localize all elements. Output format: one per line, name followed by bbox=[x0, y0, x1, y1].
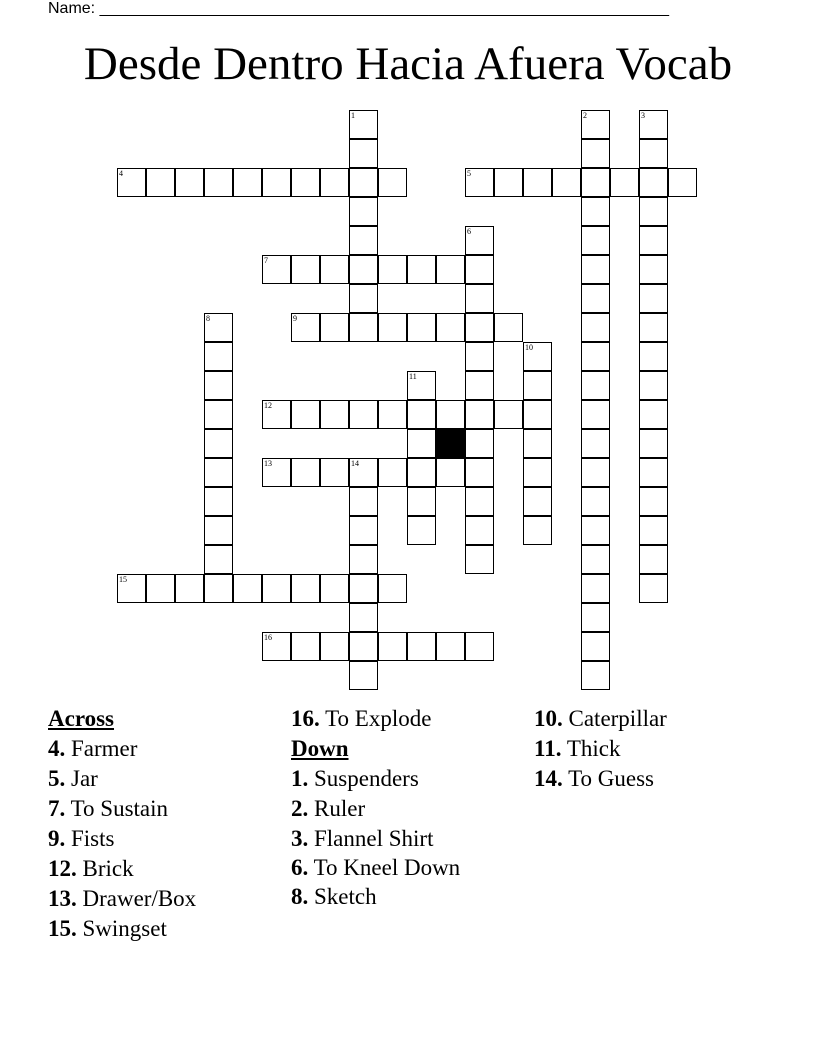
grid-cell[interactable] bbox=[552, 168, 581, 197]
grid-cell[interactable] bbox=[146, 168, 175, 197]
grid-cell[interactable] bbox=[320, 313, 349, 342]
grid-cell[interactable] bbox=[639, 197, 668, 226]
grid-cell[interactable] bbox=[465, 342, 494, 371]
grid-cell[interactable] bbox=[349, 632, 378, 661]
grid-cell[interactable] bbox=[436, 313, 465, 342]
grid-cell[interactable] bbox=[581, 197, 610, 226]
grid-cell[interactable] bbox=[436, 255, 465, 284]
across-heading: Across bbox=[48, 706, 115, 731]
grid-cell[interactable] bbox=[349, 574, 378, 603]
grid-cell[interactable] bbox=[639, 139, 668, 168]
clue-down-1: 1. Suspenders bbox=[291, 766, 419, 791]
grid-cell[interactable] bbox=[378, 255, 407, 284]
grid-cell[interactable] bbox=[465, 284, 494, 313]
clue-down-6: 6. To Kneel Down bbox=[291, 855, 461, 880]
grid-cell[interactable] bbox=[204, 545, 233, 574]
grid-cell[interactable] bbox=[291, 400, 320, 429]
grid-cell[interactable] bbox=[639, 574, 668, 603]
grid-cell[interactable] bbox=[291, 632, 320, 661]
grid-cell[interactable] bbox=[291, 313, 320, 342]
grid-cell[interactable] bbox=[262, 458, 291, 487]
grid-cell[interactable] bbox=[378, 313, 407, 342]
clue-number: 13 bbox=[264, 459, 272, 468]
grid-cell[interactable] bbox=[320, 574, 349, 603]
grid-cell[interactable] bbox=[349, 487, 378, 516]
grid-cell[interactable] bbox=[320, 168, 349, 197]
grid-cell[interactable] bbox=[581, 603, 610, 632]
clue-down-8: 8. Sketch bbox=[291, 884, 377, 909]
grid-cell[interactable] bbox=[320, 458, 349, 487]
grid-cell[interactable] bbox=[581, 371, 610, 400]
grid-cell[interactable] bbox=[494, 313, 523, 342]
clue-number: 7 bbox=[264, 256, 268, 265]
grid-cell[interactable] bbox=[320, 255, 349, 284]
grid-cell[interactable] bbox=[639, 110, 668, 139]
grid-cell[interactable] bbox=[639, 371, 668, 400]
clue-number: 12 bbox=[264, 401, 272, 410]
grid-cell[interactable] bbox=[581, 110, 610, 139]
grid-cell[interactable] bbox=[204, 400, 233, 429]
grid-cell[interactable] bbox=[639, 226, 668, 255]
grid-cell[interactable] bbox=[407, 487, 436, 516]
grid-cell[interactable] bbox=[407, 255, 436, 284]
grid-cell[interactable] bbox=[639, 168, 668, 197]
grid-cell[interactable] bbox=[523, 458, 552, 487]
grid-cell[interactable] bbox=[436, 458, 465, 487]
grid-cell[interactable] bbox=[146, 574, 175, 603]
clue-across-12: 12. Brick bbox=[48, 856, 134, 881]
grid-cell[interactable] bbox=[262, 255, 291, 284]
grid-cell[interactable] bbox=[262, 168, 291, 197]
grid-cell[interactable] bbox=[407, 632, 436, 661]
grid-cell[interactable] bbox=[349, 545, 378, 574]
grid-cell[interactable] bbox=[407, 516, 436, 545]
grid-cell[interactable] bbox=[291, 255, 320, 284]
grid-cell[interactable] bbox=[291, 458, 320, 487]
grid-cell[interactable] bbox=[639, 545, 668, 574]
grid-cell[interactable] bbox=[639, 255, 668, 284]
grid-cell[interactable] bbox=[349, 139, 378, 168]
grid-cell[interactable] bbox=[668, 168, 697, 197]
grid-cell[interactable] bbox=[639, 400, 668, 429]
grid-cell[interactable] bbox=[378, 632, 407, 661]
clue-number: 15 bbox=[119, 575, 127, 584]
grid-cell[interactable] bbox=[204, 487, 233, 516]
grid-cell[interactable] bbox=[465, 632, 494, 661]
grid-cell[interactable] bbox=[378, 168, 407, 197]
clue-number: 10 bbox=[525, 343, 533, 352]
grid-cell[interactable] bbox=[204, 458, 233, 487]
grid-cell[interactable] bbox=[465, 487, 494, 516]
grid-cell[interactable] bbox=[291, 574, 320, 603]
grid-cell[interactable] bbox=[320, 400, 349, 429]
grid-cell[interactable] bbox=[204, 342, 233, 371]
clue-down-10: 10. Caterpillar bbox=[534, 706, 667, 731]
grid-cell[interactable] bbox=[494, 400, 523, 429]
grid-cell[interactable] bbox=[639, 516, 668, 545]
clue-across-9: 9. Fists bbox=[48, 826, 115, 851]
grid-cell[interactable] bbox=[407, 371, 436, 400]
grid-cell[interactable] bbox=[349, 313, 378, 342]
grid-cell[interactable] bbox=[349, 516, 378, 545]
clue-across-16: 16. To Explode bbox=[291, 706, 432, 731]
grid-cell[interactable] bbox=[523, 342, 552, 371]
grid-cell[interactable] bbox=[465, 400, 494, 429]
grid-cell[interactable] bbox=[581, 400, 610, 429]
grid-cell[interactable] bbox=[523, 516, 552, 545]
clues-column-2 bbox=[291, 704, 491, 912]
grid-cell[interactable] bbox=[204, 371, 233, 400]
grid-cell[interactable] bbox=[523, 168, 552, 197]
grid-cell[interactable] bbox=[610, 168, 639, 197]
grid-cell[interactable] bbox=[581, 313, 610, 342]
grid-cell[interactable] bbox=[204, 574, 233, 603]
grid-cell[interactable] bbox=[349, 255, 378, 284]
grid-cell[interactable] bbox=[349, 400, 378, 429]
grid-cell[interactable] bbox=[465, 313, 494, 342]
grid-cell[interactable] bbox=[494, 168, 523, 197]
grid-cell[interactable] bbox=[581, 574, 610, 603]
grid-cell[interactable] bbox=[465, 255, 494, 284]
clue-down-3: 3. Flannel Shirt bbox=[291, 826, 434, 851]
grid-cell[interactable] bbox=[349, 226, 378, 255]
grid-cell[interactable] bbox=[465, 458, 494, 487]
grid-cell[interactable] bbox=[523, 487, 552, 516]
grid-cell[interactable] bbox=[349, 603, 378, 632]
grid-cell[interactable] bbox=[523, 400, 552, 429]
grid-cell[interactable] bbox=[407, 429, 436, 458]
grid-cell[interactable] bbox=[581, 545, 610, 574]
grid-cell[interactable] bbox=[436, 632, 465, 661]
clue-number: 5 bbox=[467, 169, 471, 178]
grid-cell[interactable] bbox=[523, 429, 552, 458]
clue-down-11: 11. Thick bbox=[534, 736, 621, 761]
clue-number: 14 bbox=[351, 459, 359, 468]
grid-cell[interactable] bbox=[639, 313, 668, 342]
page-title: Desde Dentro Hacia Afuera Vocab bbox=[83, 38, 733, 90]
grid-cell[interactable] bbox=[581, 487, 610, 516]
clue-down-2: 2. Ruler bbox=[291, 796, 366, 821]
clues-column-3 bbox=[534, 704, 734, 794]
grid-cell[interactable] bbox=[465, 168, 494, 197]
grid-cell[interactable] bbox=[465, 429, 494, 458]
grid-cell[interactable] bbox=[581, 342, 610, 371]
clue-number: 16 bbox=[264, 633, 272, 642]
grid-cell[interactable] bbox=[581, 458, 610, 487]
grid-cell[interactable] bbox=[639, 342, 668, 371]
grid-cell[interactable] bbox=[349, 168, 378, 197]
clue-number: 1 bbox=[351, 111, 355, 120]
grid-cell[interactable] bbox=[639, 458, 668, 487]
grid-cell[interactable] bbox=[262, 400, 291, 429]
grid-cell[interactable] bbox=[639, 429, 668, 458]
down-heading: Down bbox=[291, 736, 349, 761]
grid-cell[interactable] bbox=[349, 197, 378, 226]
grid-cell[interactable] bbox=[639, 487, 668, 516]
grid-cell[interactable] bbox=[233, 574, 262, 603]
clue-down-14: 14. To Guess bbox=[534, 766, 655, 791]
grid-cell[interactable] bbox=[378, 458, 407, 487]
clue-number: 2 bbox=[583, 111, 587, 120]
grid-cell[interactable] bbox=[262, 632, 291, 661]
clue-across-4: 4. Farmer bbox=[48, 736, 138, 761]
clue-number: 11 bbox=[409, 372, 417, 381]
clue-number: 4 bbox=[119, 169, 123, 178]
grid-cell[interactable] bbox=[581, 255, 610, 284]
grid-cell[interactable] bbox=[117, 574, 146, 603]
grid-cell[interactable] bbox=[320, 632, 349, 661]
grid-cell[interactable] bbox=[407, 458, 436, 487]
grid-cell[interactable] bbox=[581, 516, 610, 545]
clue-across-5: 5. Jar bbox=[48, 766, 98, 791]
grid-cell[interactable] bbox=[204, 429, 233, 458]
grid-cell[interactable] bbox=[581, 139, 610, 168]
grid-cell[interactable] bbox=[465, 545, 494, 574]
grid-cell[interactable] bbox=[204, 168, 233, 197]
clue-number: 3 bbox=[641, 111, 645, 120]
grid-cell[interactable] bbox=[175, 574, 204, 603]
grid-cell[interactable] bbox=[436, 400, 465, 429]
grid-cell[interactable] bbox=[204, 313, 233, 342]
clue-number: 8 bbox=[206, 314, 210, 323]
grid-cell[interactable] bbox=[465, 516, 494, 545]
grid-cell[interactable] bbox=[349, 661, 378, 690]
grid-cell[interactable] bbox=[378, 400, 407, 429]
grid-cell[interactable] bbox=[349, 284, 378, 313]
grid-cell[interactable] bbox=[581, 168, 610, 197]
grid-cell[interactable] bbox=[175, 168, 204, 197]
clues-column-1 bbox=[48, 704, 248, 944]
clue-across-7: 7. To Sustain bbox=[48, 796, 169, 821]
grid-cell[interactable] bbox=[639, 284, 668, 313]
clue-across-13: 13. Drawer/Box bbox=[48, 886, 197, 911]
grid-cell[interactable] bbox=[378, 574, 407, 603]
grid-cell[interactable] bbox=[407, 400, 436, 429]
grid-cell[interactable] bbox=[233, 168, 262, 197]
grid-cell[interactable] bbox=[204, 516, 233, 545]
grid-cell[interactable] bbox=[465, 226, 494, 255]
grid-cell[interactable] bbox=[581, 661, 610, 690]
grid-cell[interactable] bbox=[117, 168, 146, 197]
grid-cell[interactable] bbox=[291, 168, 320, 197]
black-square bbox=[436, 429, 465, 458]
grid-cell[interactable] bbox=[581, 284, 610, 313]
grid-cell[interactable] bbox=[465, 371, 494, 400]
grid-cell[interactable] bbox=[581, 429, 610, 458]
grid-cell[interactable] bbox=[262, 574, 291, 603]
grid-cell[interactable] bbox=[581, 226, 610, 255]
grid-cell[interactable] bbox=[349, 458, 378, 487]
grid-cell[interactable] bbox=[349, 110, 378, 139]
grid-cell[interactable] bbox=[523, 371, 552, 400]
clue-across-15: 15. Swingset bbox=[48, 916, 167, 941]
clue-number: 9 bbox=[293, 314, 297, 323]
clue-number: 6 bbox=[467, 227, 471, 236]
grid-cell[interactable] bbox=[407, 313, 436, 342]
grid-cell[interactable] bbox=[581, 632, 610, 661]
name-line[interactable]: Name: ________________________________________________________________ bbox=[48, 0, 670, 17]
